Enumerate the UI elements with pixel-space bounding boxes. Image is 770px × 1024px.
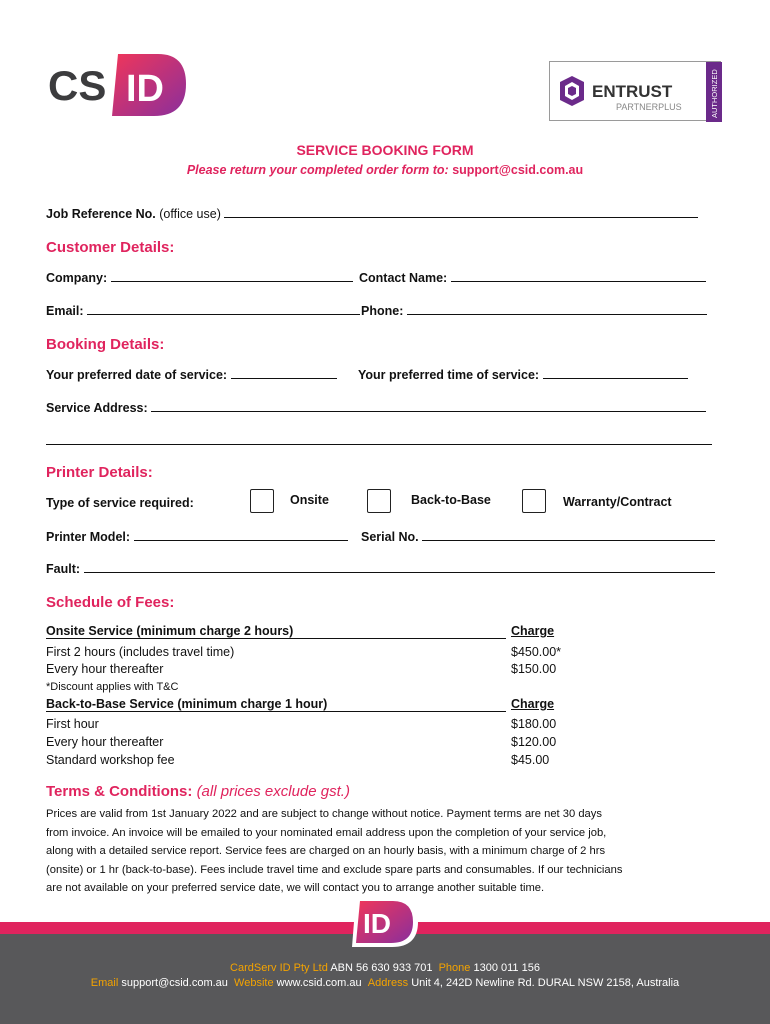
contact-row — [359, 270, 706, 285]
terms-line: (onsite) or 1 hr (back-to-base). Fees include travel time and exclude spare parts and consumables. If our technicians — [46, 863, 623, 876]
job-reference-label: Job Reference No. — [46, 207, 156, 221]
svg-text:ID: ID — [363, 908, 391, 939]
terms-heading-note: (all prices exclude gst.) — [196, 783, 350, 800]
fault-field[interactable] — [84, 561, 715, 573]
job-reference-note: (office use) — [159, 207, 221, 221]
csid-logo — [46, 48, 186, 122]
warranty-contract-option-label: Warranty/Contract — [563, 495, 672, 509]
return-email-link[interactable]: support@csid.com.au — [452, 163, 584, 177]
discount-note: *Discount applies with T&C — [46, 681, 179, 693]
back-to-base-service-title: Back-to-Base Service (minimum charge 1 hour) — [46, 697, 506, 712]
service-time-field[interactable] — [543, 367, 688, 379]
phone-label: Phone: — [361, 304, 404, 318]
printer-model-field[interactable] — [134, 529, 348, 541]
subtitle-prefix: Please return your completed order form to: — [186, 163, 449, 177]
form-title: SERVICE BOOKING FORM — [296, 142, 474, 158]
fault-label: Fault: — [46, 562, 81, 576]
terms-line: from invoice. An invoice will be emailed to your nominated email address upon the completion of your service job, — [46, 826, 607, 839]
terms-line: along with a detailed service report. Service fees are charged on an hourly basis, with a minimum charge of 2 hrs — [46, 845, 606, 857]
printer-model-row — [46, 529, 348, 544]
onsite-checkbox[interactable] — [250, 489, 274, 513]
entrust-partner-logo — [549, 61, 721, 121]
company-label: Company: — [46, 271, 108, 285]
job-reference-field[interactable] — [224, 206, 698, 218]
footer-website-label: Website — [234, 977, 274, 989]
svg-text:ID: ID — [126, 68, 164, 110]
onsite-row-2-item: Every hour thereafter — [46, 662, 164, 676]
service-address-field[interactable] — [151, 400, 706, 412]
footer-abn: ABN 56 630 933 701 — [330, 962, 433, 974]
fault-row — [46, 561, 715, 576]
service-time-label: Your preferred time of service: — [358, 368, 540, 382]
onsite-service-title: Onsite Service (minimum charge 2 hours) — [46, 624, 506, 639]
warranty-contract-checkbox[interactable] — [522, 489, 546, 513]
serial-number-label: Serial No. — [361, 530, 419, 544]
service-date-field[interactable] — [231, 367, 337, 379]
btb-row-3-price: $45.00 — [511, 753, 550, 767]
footer-line-2 — [0, 977, 770, 989]
service-time-row — [358, 367, 688, 382]
btb-row-2-item: Every hour thereafter — [46, 735, 164, 749]
serial-number-field[interactable] — [422, 529, 715, 541]
footer-line-1 — [0, 962, 770, 974]
booking-details-heading: Booking Details: — [46, 336, 165, 353]
service-date-label: Your preferred date of service: — [46, 368, 228, 382]
service-date-row — [46, 367, 337, 382]
phone-row — [361, 303, 707, 318]
company-field[interactable] — [111, 270, 353, 282]
footer-website[interactable]: www.csid.com.au — [276, 977, 362, 989]
btb-row-2-price: $120.00 — [511, 735, 557, 749]
contact-name-field[interactable] — [451, 270, 706, 282]
phone-field[interactable] — [407, 303, 707, 315]
company-row — [46, 270, 353, 285]
svg-text:CS: CS — [48, 62, 107, 109]
printer-model-label: Printer Model: — [46, 530, 131, 544]
contact-name-label: Contact Name: — [359, 271, 448, 285]
svg-text:AUTHORIZED: AUTHORIZED — [710, 69, 719, 118]
service-address-label: Service Address: — [46, 401, 148, 415]
form-subtitle — [0, 163, 770, 177]
svg-text:ENTRUST: ENTRUST — [592, 82, 673, 101]
email-label: Email: — [46, 304, 84, 318]
terms-line: Prices are valid from 1st January 2022 and are subject to change without notice. Payment terms are net 30 days — [46, 808, 602, 820]
printer-details-heading: Printer Details: — [46, 464, 153, 481]
svg-text:PARTNERPLUS: PARTNERPLUS — [616, 102, 682, 112]
job-reference-row — [46, 206, 698, 221]
footer-id-logo — [350, 895, 420, 949]
footer-phone-label: Phone — [438, 962, 471, 974]
service-type-label: Type of service required: — [46, 496, 194, 510]
email-field[interactable] — [87, 303, 360, 315]
footer-phone[interactable]: 1300 011 156 — [473, 962, 540, 974]
btb-row-1-item: First hour — [46, 717, 99, 731]
onsite-option-label: Onsite — [290, 493, 329, 507]
terms-text — [46, 805, 726, 898]
serial-row — [361, 529, 715, 544]
footer-email-label: Email — [90, 977, 119, 989]
service-address-row — [46, 400, 706, 415]
terms-line: are not available on your preferred service date, we will contact you to arrange another suitable time. — [46, 882, 545, 894]
service-address-field-line2[interactable] — [46, 444, 712, 445]
back-to-base-option-label: Back-to-Base — [411, 493, 491, 507]
back-to-base-charge-header: Charge — [511, 697, 555, 711]
footer-company: CardServ ID Pty Ltd — [230, 962, 328, 974]
onsite-row-2-price: $150.00 — [511, 662, 557, 676]
onsite-row-1-price: $450.00* — [511, 645, 562, 659]
btb-row-1-price: $180.00 — [511, 717, 557, 731]
btb-row-3-item: Standard workshop fee — [46, 753, 175, 767]
schedule-of-fees-heading: Schedule of Fees: — [46, 594, 175, 611]
terms-heading-row — [46, 783, 350, 800]
onsite-charge-header: Charge — [511, 624, 555, 638]
back-to-base-checkbox[interactable] — [367, 489, 391, 513]
onsite-row-1-item: First 2 hours (includes travel time) — [46, 645, 235, 659]
customer-details-heading: Customer Details: — [46, 239, 175, 256]
footer-address: Unit 4, 242D Newline Rd. DURAL NSW 2158, Australia — [411, 977, 680, 989]
footer-address-label: Address — [367, 977, 409, 989]
terms-heading: Terms & Conditions: — [46, 783, 193, 800]
email-row — [46, 303, 360, 318]
footer-email[interactable]: support@csid.com.au — [121, 977, 228, 989]
